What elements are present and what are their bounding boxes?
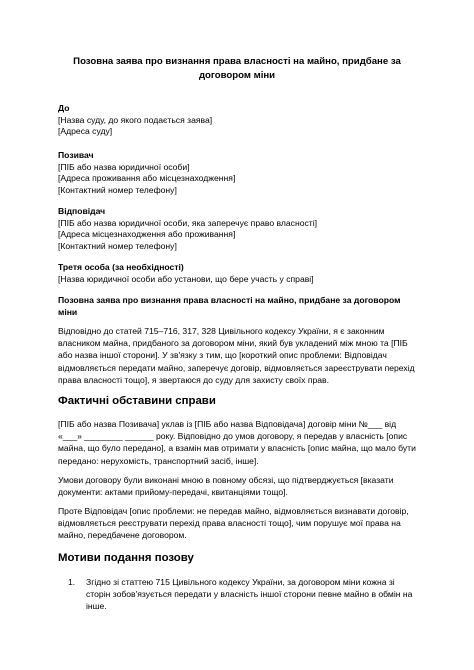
- facts-heading: Фактичні обставини справи: [58, 395, 216, 407]
- plaintiff-phone: [Контактний номер телефону]: [58, 184, 177, 195]
- plaintiff-label: Позивач: [58, 150, 94, 160]
- document-title: Позовна заява про визнання права власності на майно, придбане за договором міни: [73, 56, 401, 81]
- third-party-block: [58, 262, 418, 285]
- defendant-name: [ПІБ або назва юридичної особи, яка заперечує право власності]: [58, 217, 318, 228]
- defendant-label: Відповідач: [58, 206, 106, 216]
- defendant-address: [Адреса місцезнаходження або проживання]: [58, 229, 236, 240]
- recipient-block: [58, 103, 418, 138]
- defendant-phone: [Контактний номер телефону]: [58, 240, 177, 251]
- recipient-label: До: [58, 103, 70, 113]
- facts-paragraph-3: Проте Відповідач [опис проблеми: не передав майно, відмовляється визнавати договір, відмовляється реєструвати перехід права власності тощо], чим порушує мої права на майно, передбачене договором.: [58, 506, 409, 541]
- list-item-number: 1.: [68, 577, 76, 587]
- facts-paragraph-2: Умови договору були виконані мною в повному обсязі, що підтверджується [вказати документи: актами прийому-передачі, квитанціями тощо].: [58, 475, 394, 498]
- defendant-block: [58, 206, 418, 252]
- third-party-name: [Назва юридичної особи або установи, що бере участь у справі]: [58, 273, 314, 284]
- list-item: [58, 576, 418, 613]
- court-name: [Назва суду, до якого подається заява]: [58, 114, 213, 125]
- plaintiff-name: [ПІБ або назва юридичної особи]: [58, 161, 190, 172]
- motives-heading: Мотиви подання позову: [58, 552, 194, 564]
- facts-paragraph-1: [ПІБ або назва Позивача] уклав із [ПІБ або назва Відповідача] договір міни №___ від «___» ________ ______ року. Відповідно до умов договору, я передав у власність [опис майна, що було передано], а взамін мав отримати у власність [опис майна, що мало бути передано: нерухомість, транспортний засіб, інше].: [58, 419, 416, 466]
- motives-list: [58, 576, 418, 613]
- plaintiff-block: [58, 150, 418, 196]
- intro-paragraph: Відповідно до статей 715–716, 317, 328 Цивільного кодексу України, я є законним власником майна, придбаного за договором міни, який був укладений між мною та [ПІБ або назва іншої сторони]. У зв'язку з тим, що [короткий опис проблеми: Відповідач відмовляється передати майно, заперечує договір, відмовляється зареєструвати перехід права власності тощо], я звертаюся до суду для захисту своїх прав.: [58, 326, 415, 385]
- list-item-text: Згідно зі статтею 715 Цивільного кодексу України, за договором міни кожна зі сторін зобов'язується передати у власність іншої сторони певне майно в обмін на інше.: [86, 577, 413, 612]
- third-party-label: Третя особа (за необхідності): [58, 262, 184, 272]
- claim-subtitle: Позовна заява про визнання права власності на майно, придбане за договором міни: [58, 295, 401, 318]
- court-address: [Адреса суду]: [58, 126, 113, 137]
- plaintiff-address: [Адреса проживання або місцезнаходження]: [58, 173, 236, 184]
